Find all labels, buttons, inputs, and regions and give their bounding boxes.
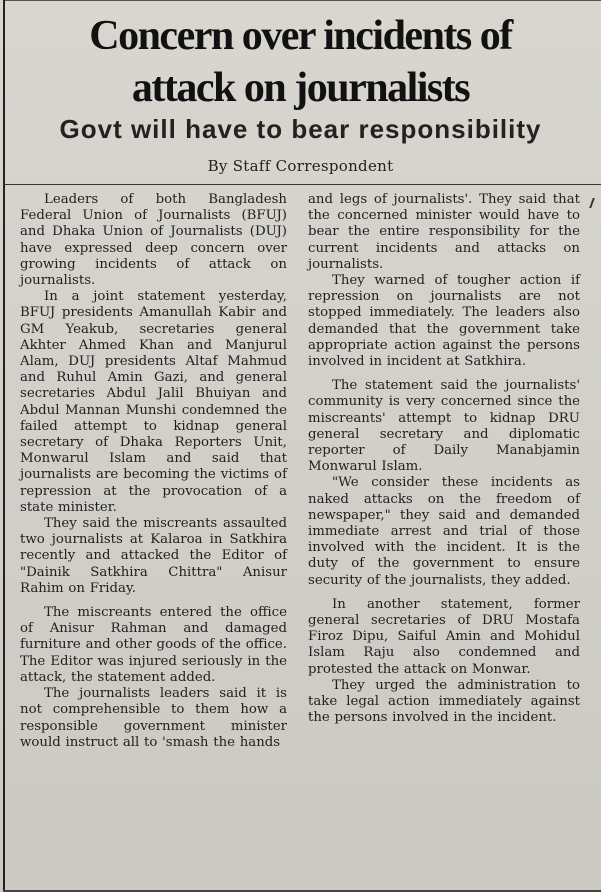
byline: By Staff Correspondent bbox=[207, 157, 394, 175]
paragraph: and legs of journalists'. They said that the concerned minister would have to bear the entire responsibility for the current incidents and attacks on journalists. bbox=[308, 192, 580, 272]
headline-line-2: attack on journalists bbox=[131, 65, 470, 111]
paragraph: The miscreants entered the office of Anisur Rahman and damaged furniture and other goods of the office. The Editor was injured seriously in the attack, the statement added. bbox=[20, 605, 287, 685]
headline-rule bbox=[4, 184, 601, 185]
headline-line-1: Concern over incidents of bbox=[89, 13, 512, 59]
article-column-right bbox=[308, 192, 580, 727]
paragraph: The statement said the journalists' community is very concerned since the miscreants' attempt to kidnap DRU general secretary and diplomatic reporter of Daily Manabjamin Monwarul Islam. bbox=[308, 378, 580, 475]
paragraph: In a joint statement yesterday, BFUJ presidents Amanullah Kabir and GM Yeakub, secretaries general Akhter Ahmed Khan and Manjurul Alam, DUJ presidents Altaf Mahmud and Ruhul Amin Gazi, and general secretaries Abdul Jalil Bhuiyan and Abdul Mannan Munshi condemned the failed attempt to kidnap general secretary of Dhaka Reporters Unit, Monwarul Islam and said that journalists are becoming the victims of repression at the provocation of a state minister. bbox=[20, 289, 287, 515]
paragraph: They said the miscreants assaulted two journalists at Kalaroa in Satkhira recently and attacked the Editor of "Dainik Satkhira Chittra" Anisur Rahim on Friday. bbox=[20, 516, 287, 596]
paragraph: "We consider these incidents as naked attacks on the freedom of newspaper," they said and demanded immediate arrest and trial of those involved with the incident. It is the duty of the government to ensure security of the journalists, they added. bbox=[308, 475, 580, 588]
edge-mark bbox=[589, 198, 601, 208]
paragraph: The journalists leaders said it is not comprehensible to them how a responsible government minister would instruct all to 'smash the hands bbox=[20, 686, 287, 750]
paragraph: In another statement, former general secretaries of DRU Mostafa Firoz Dipu, Saiful Amin and Mohidul Islam Raju also condemned and protested the attack on Monwar. bbox=[308, 596, 580, 677]
subheadline: Govt will have to bear responsibility bbox=[59, 114, 542, 144]
paragraph: They warned of tougher action if repression on journalists are not stopped immediately. The leaders also demanded that the government take appropriate action against the persons involved in incident at Satkhira. bbox=[308, 273, 580, 370]
paragraph: Leaders of both Bangladesh Federal Union of Journalists (BFUJ) and Dhaka Union of Journalists (DUJ) have expressed deep concern over growing incidents of attack on journalists. bbox=[20, 192, 287, 289]
article-column-left bbox=[20, 192, 287, 751]
paragraph: They urged the administration to take legal action immediately against the persons involved in the incident. bbox=[308, 677, 580, 726]
frame-top-border bbox=[3, 0, 601, 1]
